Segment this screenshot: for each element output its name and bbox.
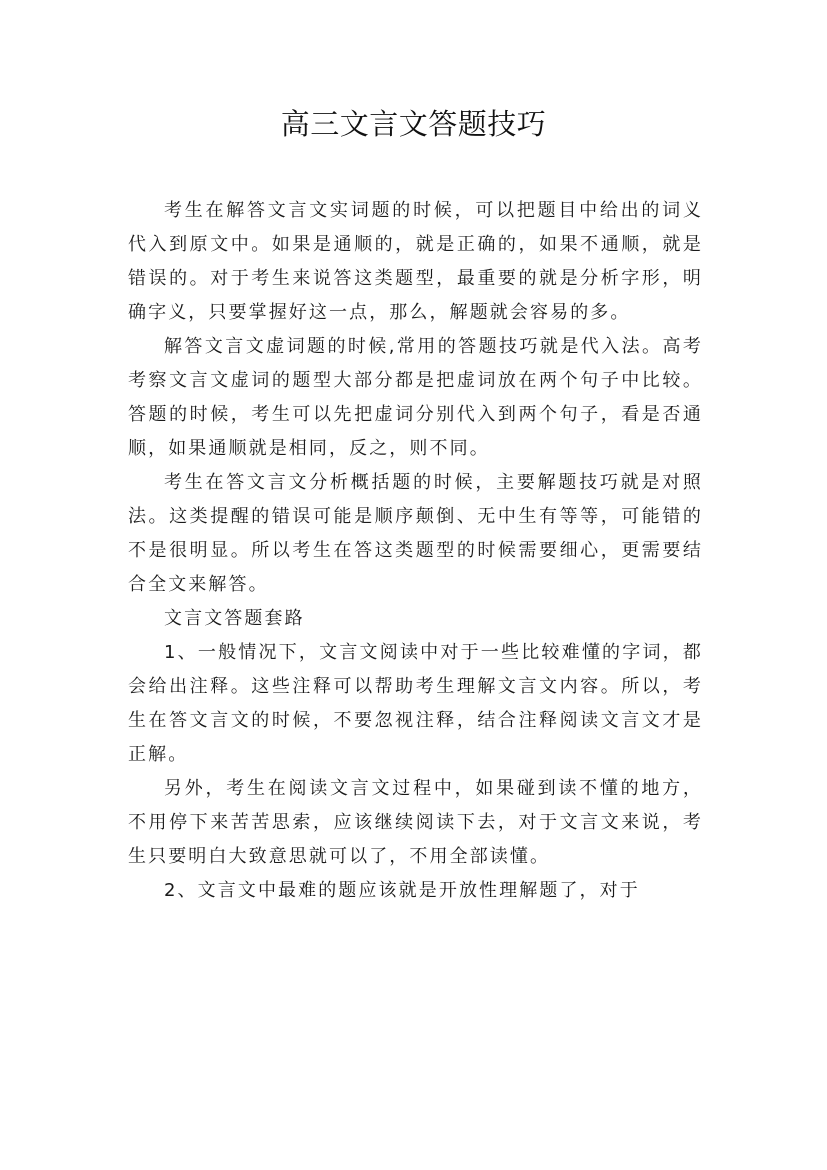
- paragraph-summary-tips: 考生在答文言文分析概括题的时候，主要解题技巧就是对照法。这类提醒的错误可能是顺序颠倒、无中生有等等，可能错的不是很明显。所以考生在答这类题型的时候需要细心，更需要结合全文来解答。: [128, 472, 703, 595]
- paragraph-annotation-tips: 1、一般情况下，文言文阅读中对于一些比较难懂的字词，都会给出注释。这些注释可以帮助考生理解文言文内容。所以，考生在答文言文的时候，不要忽视注释，结合注释阅读文言文才是正解。: [128, 642, 703, 765]
- paragraph-function-word-tips: 解答文言文虚词题的时候,常用的答题技巧就是代入法。高考考察文言文虚词的题型大部分都是把虚词放在两个句子中比较。答题的时候，考生可以先把虚词分别代入到两个句子，看是否通顺，如果通顺就是相同，反之，则不同。: [128, 336, 703, 459]
- paragraph-content-word-tips: 考生在解答文言文实词题的时候，可以把题目中给出的词义代入到原文中。如果是通顺的，就是正确的，如果不通顺，就是错误的。对于考生来说答这类题型，最重要的就是分析字形，明确字义，只要掌握好这一点，那么，解题就会容易的多。: [128, 200, 703, 323]
- paragraph-reading-advice: 另外，考生在阅读文言文过程中，如果碰到读不懂的地方，不用停下来苦苦思索，应该继续阅读下去，对于文言文来说，考生只要明白大致意思就可以了，不用全部读懂。: [128, 778, 703, 867]
- page-title: 高三文言文答题技巧: [280, 107, 547, 141]
- section-heading: 文言文答题套路: [164, 608, 305, 629]
- paragraph-open-question-tips: 2、文言文中最难的题应该就是开放性理解题了，对于: [164, 880, 640, 901]
- document-body: [128, 194, 703, 908]
